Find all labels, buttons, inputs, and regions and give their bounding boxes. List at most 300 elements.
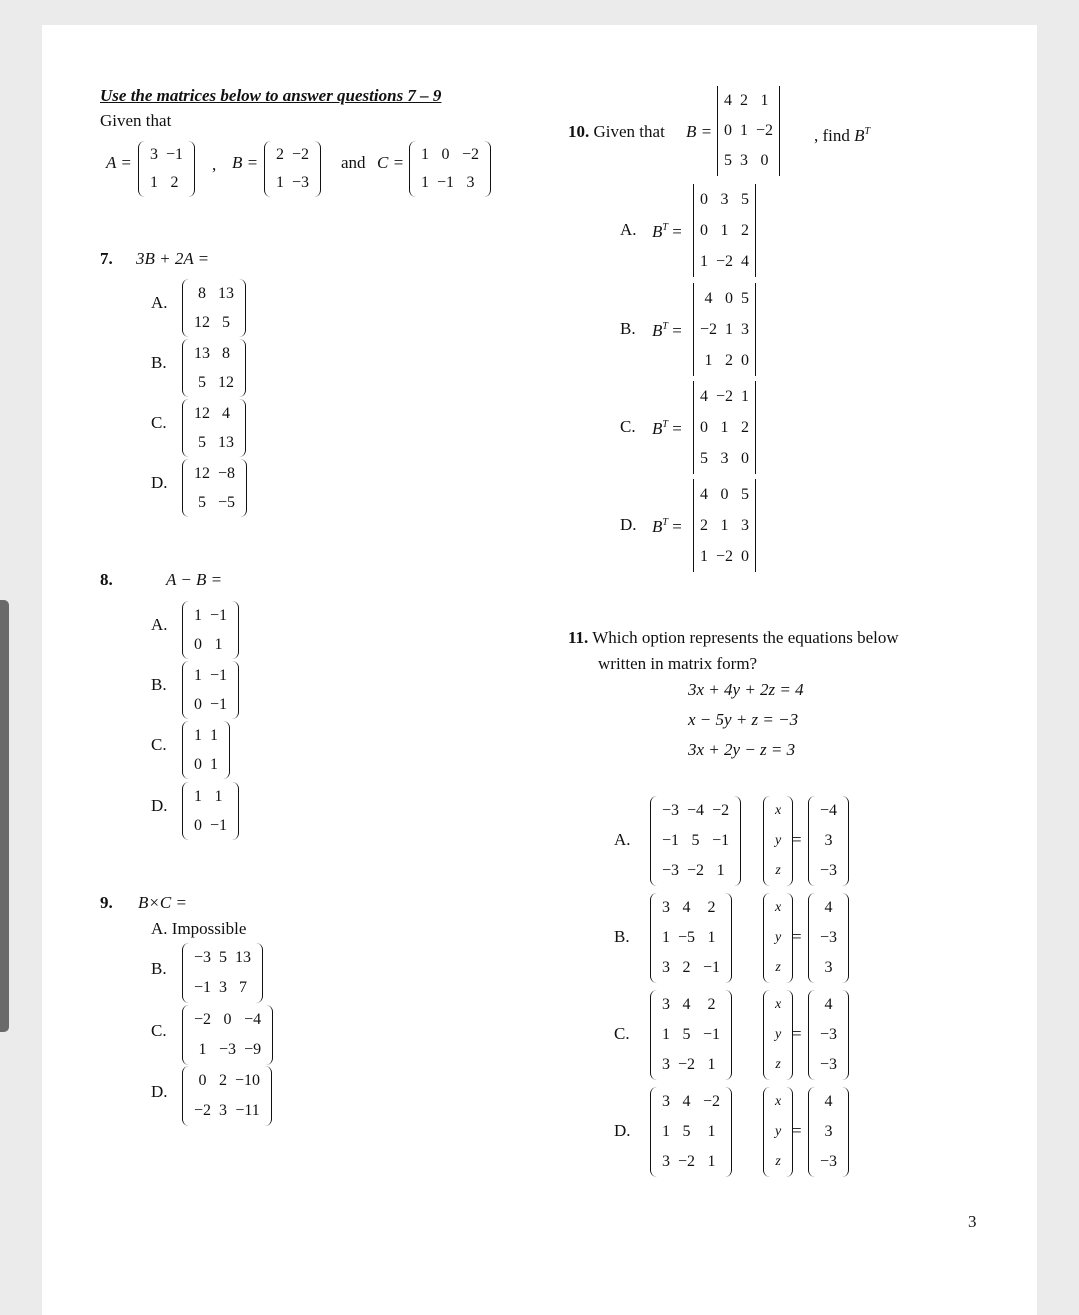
matrix-cell: 4 bbox=[700, 387, 708, 405]
q10-find bbox=[814, 122, 870, 146]
matrix-cell: 4 bbox=[700, 485, 708, 503]
matrix-cell: 3 bbox=[466, 174, 475, 191]
matrix-cell: 4 bbox=[741, 252, 750, 270]
matrix-cell: −1 bbox=[437, 174, 455, 191]
matrix-cell: 5 bbox=[198, 433, 206, 451]
matrix-left-bracket bbox=[808, 990, 816, 1080]
q7-expression: 3B + 2A = bbox=[136, 249, 210, 268]
matrix-right-bracket bbox=[265, 1005, 273, 1065]
matrix-cell: y bbox=[775, 1027, 782, 1042]
q10-option-lhs bbox=[652, 218, 682, 242]
matrix-cell: z bbox=[775, 1154, 781, 1169]
matrix-cell: 5 bbox=[198, 493, 206, 511]
matrix-right-bracket bbox=[841, 796, 849, 886]
matrix-cell: −1 bbox=[194, 979, 212, 996]
matrix-left-bracket bbox=[182, 339, 190, 397]
matrix-cell: 12 bbox=[194, 404, 210, 422]
matrix-cell: 5 bbox=[682, 1123, 691, 1140]
matrix-right-bracket bbox=[724, 893, 732, 983]
matrix-cell: x bbox=[775, 900, 782, 915]
q11-eq-2: x − 5y + z = −3 bbox=[688, 710, 799, 729]
matrix-cell: 4 bbox=[222, 404, 230, 422]
matrix-left-bracket bbox=[182, 279, 190, 337]
matrix-b-label: B = bbox=[232, 153, 259, 172]
equals-sign: = bbox=[667, 419, 682, 438]
matrix-cell: −2 bbox=[462, 146, 480, 163]
matrix-cell: 1 bbox=[662, 929, 670, 946]
matrix-cell: 1 bbox=[276, 174, 284, 191]
matrix-right-bracket bbox=[313, 141, 321, 197]
matrix-c bbox=[409, 141, 491, 197]
matrix-cell: 5 bbox=[741, 190, 750, 208]
matrix-cell: 2 bbox=[700, 516, 708, 534]
matrix-right-bracket bbox=[753, 479, 756, 572]
q10-option-label[interactable]: B. bbox=[620, 319, 636, 338]
q11-option-label[interactable]: D. bbox=[614, 1121, 631, 1140]
matrix-cell: 3 bbox=[662, 996, 670, 1013]
equals-sign: = bbox=[667, 321, 682, 340]
q10-find-sup: T bbox=[864, 126, 871, 137]
matrix-left-bracket bbox=[808, 1087, 816, 1177]
matrix-cell: 5 bbox=[700, 449, 708, 467]
q10-text: Given that bbox=[593, 122, 665, 141]
matrix-right-bracket bbox=[483, 141, 491, 197]
matrix-cell: 0 bbox=[198, 1072, 207, 1089]
matrix-cell: 1 bbox=[421, 146, 429, 163]
q10-number: 10. bbox=[568, 122, 590, 141]
matrix-cell: 1 bbox=[707, 1056, 716, 1073]
matrix-cell: −1 bbox=[210, 695, 228, 713]
matrix-cell: x bbox=[775, 1094, 782, 1109]
matrix-right-bracket bbox=[724, 1087, 732, 1177]
matrix-cell: 3 bbox=[824, 1123, 833, 1140]
matrix-cell: 4 bbox=[682, 996, 691, 1013]
matrix-cell: −1 bbox=[210, 816, 228, 834]
q8-option-matrix[interactable] bbox=[182, 782, 239, 840]
matrix-cell: 3 bbox=[824, 959, 833, 976]
matrix-cell: 1 bbox=[214, 787, 223, 805]
equals-sign: = bbox=[792, 1024, 802, 1043]
matrix-cell: 1 bbox=[210, 726, 218, 744]
matrix-cell: 3 bbox=[662, 1153, 670, 1170]
q8-option-label[interactable]: B. bbox=[151, 675, 167, 694]
matrix-cell: −1 bbox=[210, 666, 228, 684]
matrix-cell: 5 bbox=[219, 949, 228, 966]
matrix-cell: −3 bbox=[194, 949, 212, 966]
matrix-cell: −2 bbox=[712, 802, 730, 819]
equals-sign: = bbox=[667, 222, 682, 241]
matrix-right-bracket bbox=[841, 990, 849, 1080]
matrix-cell: 1 bbox=[720, 516, 729, 534]
matrix-cell: 1 bbox=[150, 174, 158, 191]
matrix-cell: 0 bbox=[741, 547, 750, 565]
q10-option-lhs-sup: T bbox=[662, 222, 668, 233]
matrix-left-bracket bbox=[650, 796, 658, 886]
and-text: and bbox=[341, 153, 366, 172]
matrix-cell: 0 bbox=[700, 190, 708, 208]
q10-option-matrix[interactable] bbox=[693, 381, 756, 474]
matrix-left-bracket bbox=[264, 141, 272, 197]
matrix-cell: 4 bbox=[724, 92, 732, 109]
matrix-cell: y bbox=[775, 930, 782, 945]
matrix-cell: 3 bbox=[662, 1093, 670, 1110]
q10-option-lhs bbox=[652, 317, 682, 341]
matrix-cell: 1 bbox=[760, 92, 769, 109]
matrix-cell: −2 bbox=[703, 1093, 721, 1110]
matrix-cell: 1 bbox=[662, 1026, 670, 1043]
q7-option-matrix[interactable] bbox=[182, 339, 246, 397]
matrix-cell: −3 bbox=[820, 929, 838, 946]
q11-coef-matrix[interactable] bbox=[650, 990, 732, 1080]
matrix-cell: −9 bbox=[244, 1041, 262, 1058]
matrix-cell: −3 bbox=[820, 862, 838, 879]
matrix-cell: z bbox=[775, 1057, 781, 1072]
q10-option-matrix[interactable] bbox=[693, 184, 756, 277]
matrix-cell: 1 bbox=[707, 1153, 716, 1170]
matrix-cell: 4 bbox=[824, 899, 833, 916]
matrix-cell: −1 bbox=[210, 606, 228, 624]
equals-sign: = bbox=[792, 1121, 802, 1140]
matrix-cell: 5 bbox=[198, 373, 206, 391]
matrix-cell: 1 bbox=[720, 418, 729, 436]
matrix-cell: 1 bbox=[210, 755, 218, 773]
matrix-cell: 5 bbox=[691, 832, 700, 849]
matrix-c-label: C = bbox=[377, 153, 405, 172]
matrix-cell: 2 bbox=[707, 996, 716, 1013]
matrix-left-bracket bbox=[650, 990, 658, 1080]
matrix-cell: −2 bbox=[716, 547, 734, 565]
matrix-right-bracket bbox=[231, 782, 239, 840]
q11-coef-matrix[interactable] bbox=[650, 893, 732, 983]
matrix-cell: −2 bbox=[678, 1056, 696, 1073]
q10-matrix-b bbox=[717, 86, 780, 176]
matrix-cell: 5 bbox=[741, 289, 750, 307]
q11-var-vector bbox=[763, 1087, 793, 1177]
matrix-cell: 2 bbox=[725, 351, 734, 369]
q7-option-matrix[interactable] bbox=[182, 279, 246, 337]
matrix-right-bracket bbox=[239, 459, 247, 517]
given-text: Given that bbox=[100, 111, 172, 130]
matrix-cell: −4 bbox=[244, 1011, 262, 1028]
matrix-cell: 4 bbox=[682, 1093, 691, 1110]
matrix-cell: 2 bbox=[741, 221, 750, 239]
matrix-right-bracket bbox=[231, 601, 239, 659]
q10-option-matrix[interactable] bbox=[693, 283, 756, 376]
matrix-right-bracket bbox=[733, 796, 741, 886]
matrix-cell: 1 bbox=[194, 787, 202, 805]
q11-var-vector bbox=[763, 990, 793, 1080]
matrix-cell: x bbox=[775, 803, 782, 818]
matrix-cell: 1 bbox=[700, 547, 708, 565]
q11-var-vector bbox=[763, 796, 793, 886]
matrix-cell: −2 bbox=[716, 252, 734, 270]
matrix-right-bracket bbox=[238, 339, 246, 397]
matrix-right-bracket bbox=[777, 86, 780, 176]
matrix-left-bracket bbox=[182, 1066, 190, 1126]
matrix-left-bracket bbox=[763, 796, 771, 886]
q7-option-matrix[interactable] bbox=[182, 459, 247, 517]
matrix-cell: 12 bbox=[194, 313, 210, 331]
matrix-cell: 8 bbox=[222, 344, 230, 362]
matrix-right-bracket bbox=[841, 893, 849, 983]
q11-coef-matrix[interactable] bbox=[650, 796, 741, 886]
matrix-left-bracket bbox=[763, 990, 771, 1080]
matrix-cell: 3 bbox=[662, 1056, 670, 1073]
matrix-cell: 0 bbox=[741, 449, 750, 467]
matrix-right-bracket bbox=[231, 661, 239, 719]
matrix-cell: −1 bbox=[703, 1026, 721, 1043]
matrix-right-bracket bbox=[238, 279, 246, 337]
q7-option-label[interactable]: B. bbox=[151, 353, 167, 372]
matrix-cell: 2 bbox=[170, 174, 179, 191]
matrix-cell: 1 bbox=[194, 606, 202, 624]
matrix-cell: z bbox=[775, 960, 781, 975]
q11-rhs-vector bbox=[808, 893, 849, 983]
matrix-cell: 13 bbox=[218, 433, 234, 451]
matrix-cell: −11 bbox=[235, 1102, 260, 1119]
matrix-cell: 3 bbox=[720, 190, 729, 208]
q10-option-lhs-sup: T bbox=[662, 321, 668, 332]
q8-option-matrix[interactable] bbox=[182, 601, 239, 659]
matrix-cell: 1 bbox=[707, 929, 716, 946]
q11-option-label[interactable]: A. bbox=[614, 830, 631, 849]
matrix-cell: 0 bbox=[223, 1011, 232, 1028]
q9-option-matrix[interactable] bbox=[182, 1066, 272, 1126]
matrix-cell: 1 bbox=[740, 122, 748, 139]
q11-option-label[interactable]: C. bbox=[614, 1024, 630, 1043]
matrix-cell: −2 bbox=[678, 1153, 696, 1170]
matrix-cell: 3 bbox=[824, 832, 833, 849]
matrix-cell: −1 bbox=[166, 146, 184, 163]
matrix-cell: y bbox=[775, 1124, 782, 1139]
matrix-cell: 2 bbox=[741, 418, 750, 436]
matrix-left-bracket bbox=[808, 893, 816, 983]
q11-coef-matrix[interactable] bbox=[650, 1087, 732, 1177]
matrix-cell: −2 bbox=[700, 320, 718, 338]
q10-option-lhs-b: B bbox=[652, 419, 663, 438]
scrollbar-thumb[interactable] bbox=[0, 600, 9, 1032]
q10-option-label[interactable]: C. bbox=[620, 417, 636, 436]
q11-option-label[interactable]: B. bbox=[614, 927, 630, 946]
matrix-cell: 5 bbox=[682, 1026, 691, 1043]
q8-option-label[interactable]: C. bbox=[151, 735, 167, 754]
equals-sign: = bbox=[792, 927, 802, 946]
q9-option-label[interactable]: C. bbox=[151, 1021, 167, 1040]
matrix-left-bracket bbox=[182, 1005, 190, 1065]
matrix-left-bracket bbox=[763, 1087, 771, 1177]
matrix-left-bracket bbox=[182, 661, 190, 719]
matrix-cell: −4 bbox=[820, 802, 838, 819]
matrix-cell: −3 bbox=[662, 862, 680, 879]
matrix-cell: −3 bbox=[662, 802, 680, 819]
q10-b-label: B = bbox=[686, 122, 713, 141]
matrix-cell: 0 bbox=[724, 122, 732, 139]
q10-option-lhs-sup: T bbox=[662, 419, 668, 430]
q10-option-label[interactable]: D. bbox=[620, 515, 637, 534]
q10-option-lhs bbox=[652, 513, 682, 537]
q10-find-text: , find bbox=[814, 126, 850, 145]
matrix-cell: 1 bbox=[720, 221, 729, 239]
matrix-cell: 3 bbox=[741, 516, 750, 534]
q11-line2: written in matrix form? bbox=[598, 654, 758, 673]
matrix-cell: 4 bbox=[824, 1093, 833, 1110]
matrix-cell: 3 bbox=[219, 1102, 228, 1119]
matrix-right-bracket bbox=[753, 283, 756, 376]
q8-expression: A − B = bbox=[166, 570, 223, 589]
matrix-a-label: A = bbox=[106, 153, 132, 172]
matrix-left-bracket bbox=[138, 141, 146, 197]
matrix-cell: 1 bbox=[194, 666, 202, 684]
matrix-cell: 12 bbox=[218, 373, 234, 391]
matrix-cell: −2 bbox=[756, 122, 774, 139]
q10-option-label[interactable]: A. bbox=[620, 220, 637, 239]
q11-rhs-vector bbox=[808, 990, 849, 1080]
matrix-cell: 5 bbox=[741, 485, 750, 503]
matrix-cell: 2 bbox=[276, 146, 284, 163]
matrix-cell: 0 bbox=[741, 351, 750, 369]
q11-rhs-vector bbox=[808, 1087, 849, 1177]
q7-option-label[interactable]: D. bbox=[151, 473, 168, 492]
matrix-cell: 1 bbox=[700, 252, 708, 270]
q10-option-lhs-sup: T bbox=[662, 517, 668, 528]
q9-option-matrix[interactable] bbox=[182, 943, 263, 1003]
q10-find-b: B bbox=[854, 126, 865, 145]
matrix-cell: −2 bbox=[687, 862, 705, 879]
q7-option-matrix[interactable] bbox=[182, 399, 246, 457]
matrix-a bbox=[138, 141, 195, 197]
matrix-cell: 0 bbox=[194, 755, 202, 773]
matrix-cell: −2 bbox=[292, 146, 310, 163]
q10-option-lhs-b: B bbox=[652, 517, 663, 536]
matrix-cell: 1 bbox=[421, 174, 429, 191]
matrix-right-bracket bbox=[264, 1066, 272, 1126]
matrix-cell: 13 bbox=[235, 949, 252, 966]
matrix-cell: 4 bbox=[824, 996, 833, 1013]
q7-option-label[interactable]: C. bbox=[151, 413, 167, 432]
q11-line1: Which option represents the equations below bbox=[592, 628, 899, 647]
matrix-cell: −2 bbox=[194, 1102, 212, 1119]
q8-option-matrix[interactable] bbox=[182, 661, 239, 719]
matrix-cell: 4 bbox=[704, 289, 713, 307]
matrix-left-bracket bbox=[182, 782, 190, 840]
matrix-right-bracket bbox=[753, 184, 756, 277]
q9-expression: B×C = bbox=[138, 893, 187, 912]
matrix-cell: 13 bbox=[194, 344, 210, 362]
matrix-left-bracket bbox=[763, 893, 771, 983]
comma: , bbox=[212, 155, 217, 174]
matrix-cell: −3 bbox=[820, 1056, 838, 1073]
matrix-b bbox=[264, 141, 321, 197]
matrix-cell: 4 bbox=[682, 899, 691, 916]
matrix-cell: y bbox=[775, 833, 782, 848]
section-title: Use the matrices below to answer questions 7 – 9 bbox=[100, 86, 442, 105]
matrix-left-bracket bbox=[650, 1087, 658, 1177]
matrix-left-bracket bbox=[650, 893, 658, 983]
matrix-cell: 1 bbox=[707, 1123, 716, 1140]
matrix-cell: 1 bbox=[741, 387, 750, 405]
q11-var-vector bbox=[763, 893, 793, 983]
matrix-left-bracket bbox=[182, 721, 190, 779]
matrix-left-bracket bbox=[182, 943, 190, 1003]
q7-option-label[interactable]: A. bbox=[151, 293, 168, 312]
matrix-cell: 13 bbox=[218, 284, 234, 302]
matrix-cell: −4 bbox=[687, 802, 705, 819]
q11-number: 11. bbox=[568, 628, 589, 647]
matrix-cell: 5 bbox=[222, 313, 230, 331]
matrix-cell: −3 bbox=[820, 1153, 838, 1170]
q9-option-label[interactable]: B. bbox=[151, 959, 167, 978]
matrix-right-bracket bbox=[724, 990, 732, 1080]
matrix-cell: −3 bbox=[292, 174, 310, 191]
matrix-cell: −3 bbox=[219, 1041, 237, 1058]
matrix-left-bracket bbox=[808, 796, 816, 886]
matrix-cell: 0 bbox=[194, 635, 202, 653]
matrix-left-bracket bbox=[182, 601, 190, 659]
q7-number: 7. bbox=[100, 249, 113, 268]
matrix-cell: 1 bbox=[662, 1123, 670, 1140]
q10-option-lhs-b: B bbox=[652, 321, 663, 340]
matrix-cell: 0 bbox=[760, 152, 769, 169]
matrix-cell: 0 bbox=[441, 146, 450, 163]
matrix-cell: 3 bbox=[720, 449, 729, 467]
matrix-left-bracket bbox=[409, 141, 417, 197]
q8-option-label[interactable]: A. bbox=[151, 615, 168, 634]
matrix-cell: 0 bbox=[725, 289, 734, 307]
matrix-cell: −5 bbox=[678, 929, 696, 946]
matrix-cell: −8 bbox=[218, 464, 236, 482]
matrix-cell: −3 bbox=[820, 1026, 838, 1043]
matrix-right-bracket bbox=[255, 943, 263, 1003]
matrix-cell: 8 bbox=[198, 284, 206, 302]
q9-option-matrix[interactable] bbox=[182, 1005, 273, 1065]
matrix-left-bracket bbox=[182, 459, 190, 517]
q9-number: 9. bbox=[100, 893, 113, 912]
equals-sign: = bbox=[792, 830, 802, 849]
q8-option-matrix[interactable] bbox=[182, 721, 230, 779]
matrix-cell: 0 bbox=[194, 695, 202, 713]
matrix-cell: 7 bbox=[239, 979, 248, 996]
q8-option-label[interactable]: D. bbox=[151, 796, 168, 815]
matrix-cell: 3 bbox=[741, 320, 750, 338]
matrix-left-bracket bbox=[182, 399, 190, 457]
matrix-cell: 3 bbox=[150, 146, 158, 163]
matrix-right-bracket bbox=[753, 381, 756, 474]
matrix-right-bracket bbox=[841, 1087, 849, 1177]
matrix-cell: 3 bbox=[219, 979, 228, 996]
matrix-cell: −2 bbox=[194, 1011, 212, 1028]
equals-sign: = bbox=[667, 517, 682, 536]
q11-eq-3: 3x + 2y − z = 3 bbox=[688, 740, 796, 759]
q8-number: 8. bbox=[100, 570, 113, 589]
matrix-cell: −5 bbox=[218, 493, 236, 511]
matrix-cell: −1 bbox=[712, 832, 730, 849]
matrix-cell: 5 bbox=[724, 152, 732, 169]
q9-option-label[interactable]: D. bbox=[151, 1082, 168, 1101]
matrix-cell: 1 bbox=[194, 726, 202, 744]
q11-eq-1: 3x + 4y + 2z = 4 bbox=[688, 680, 804, 699]
matrix-cell: 0 bbox=[700, 418, 708, 436]
q10-option-lhs bbox=[652, 415, 682, 439]
matrix-cell: 3 bbox=[662, 899, 670, 916]
matrix-cell: 0 bbox=[194, 816, 202, 834]
matrix-cell: 2 bbox=[707, 899, 716, 916]
q10-option-matrix[interactable] bbox=[693, 479, 756, 572]
q11-rhs-vector bbox=[808, 796, 849, 886]
matrix-cell: 3 bbox=[740, 152, 748, 169]
matrix-cell: −1 bbox=[703, 959, 721, 976]
matrix-cell: 1 bbox=[725, 320, 734, 338]
q9-option-a[interactable]: A. Impossible bbox=[151, 919, 247, 938]
